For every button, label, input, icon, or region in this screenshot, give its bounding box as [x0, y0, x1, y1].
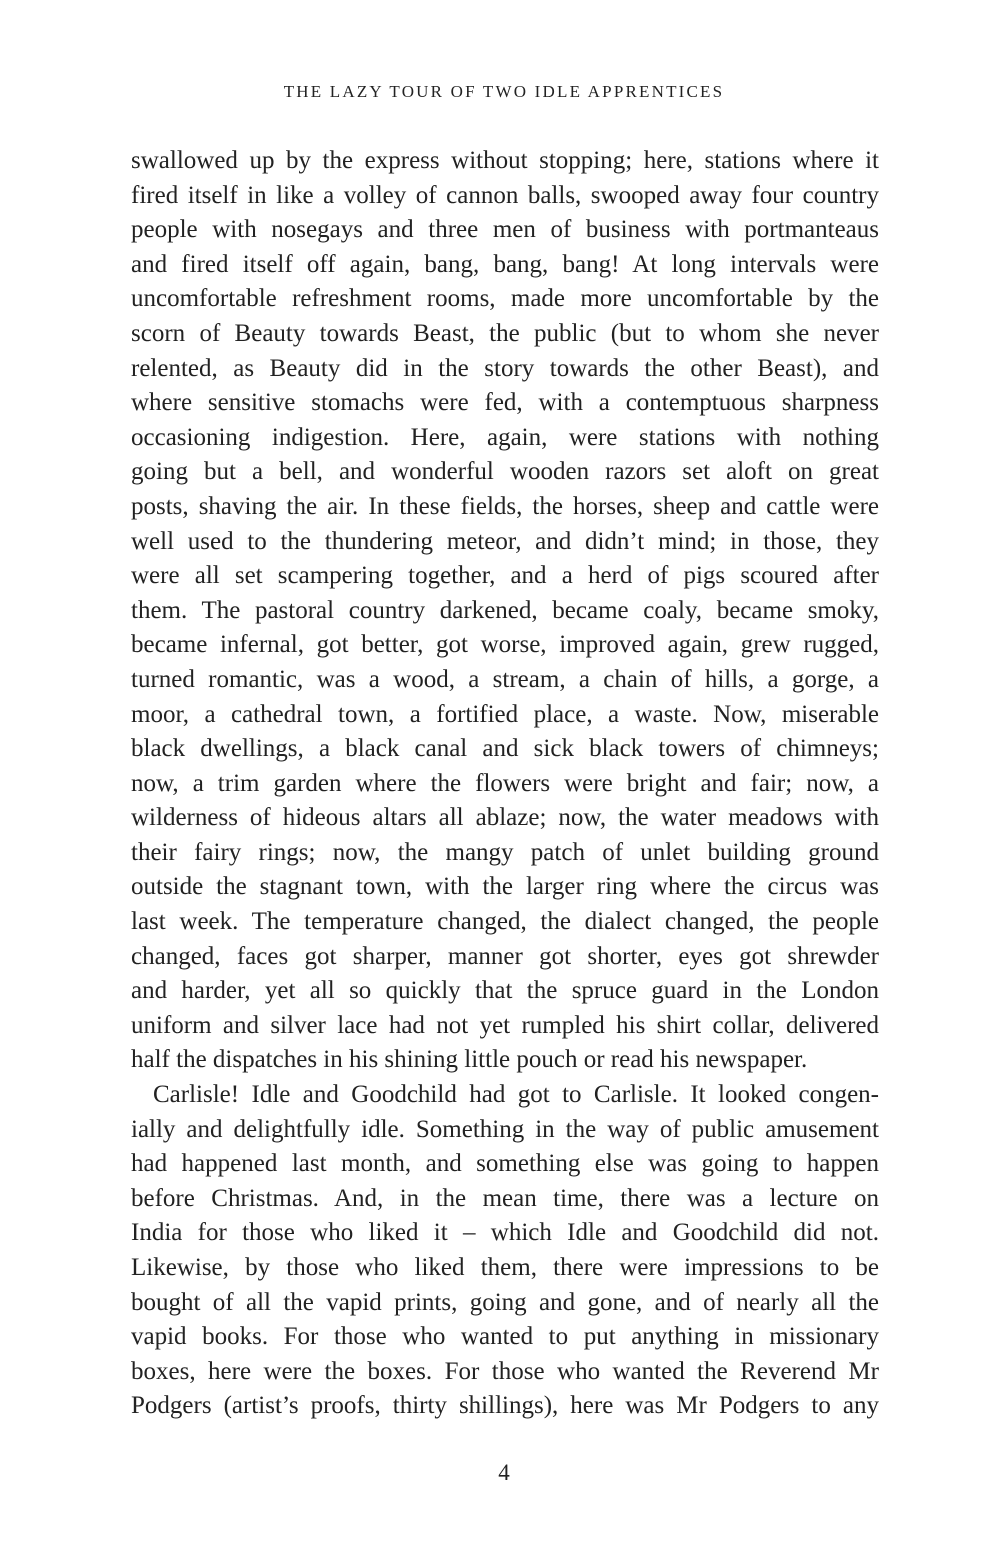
text-line: scorn of Beauty towards Beast, the public (but to whom she never — [131, 319, 879, 347]
text-line: changed, faces got sharper, manner got shorter, eyes got shrewder — [131, 942, 879, 970]
text-line: their fairy rings; now, the mangy patch of unlet building ground — [131, 838, 879, 866]
paragraph-1 — [131, 144, 879, 1078]
page-number: 4 — [498, 1460, 510, 1485]
text-line: and fired itself off again, bang, bang, bang! At long intervals were — [131, 250, 879, 278]
text-line: turned romantic, was a wood, a stream, a chain of hills, a gorge, a — [131, 665, 879, 693]
text-line: had happened last month, and something else was going to happen — [131, 1150, 879, 1178]
text-line: moor, a cathedral town, a fortified place, a waste. Now, miserable — [131, 700, 879, 728]
text-line: relented, as Beauty did in the story towards the other Beast), and — [131, 354, 879, 382]
text-line: now, a trim garden where the flowers were bright and fair; now, a — [131, 769, 879, 797]
text-line: Podgers (artist’s proofs, thirty shillings), here was Mr Podgers to any — [131, 1392, 879, 1420]
text-line: ially and delightfully idle. Something in the way of public amusement — [131, 1115, 879, 1143]
text-line: before Christmas. And, in the mean time, there was a lecture on — [131, 1184, 879, 1212]
text-line: and harder, yet all so quickly that the spruce guard in the London — [131, 977, 879, 1005]
text-line: boxes, here were the boxes. For those who wanted the Reverend Mr — [131, 1357, 879, 1385]
text-line: Likewise, by those who liked them, there were impressions to be — [131, 1254, 879, 1281]
text-line: were all set scampering together, and a herd of pigs scoured after — [131, 562, 879, 590]
text-line: India for those who liked it – which Idle and Goodchild did not. — [131, 1219, 879, 1247]
text-line: them. The pastoral country darkened, became coaly, became smoky, — [131, 596, 879, 624]
text-line: where sensitive stomachs were fed, with a contemptuous sharpness — [131, 389, 879, 417]
text-line: half the dispatches in his shining little pouch or read his newspaper. — [131, 1046, 808, 1074]
text-line: black dwellings, a black canal and sick black towers of chimneys; — [131, 735, 879, 763]
text-line: people with nosegays and three men of business with portmanteaus — [131, 216, 879, 244]
text-line: bought of all the vapid prints, going and gone, and of nearly all the — [131, 1288, 879, 1316]
text-line: occasioning indigestion. Here, again, were stations with nothing — [131, 423, 879, 451]
text-line: Carlisle! Idle and Goodchild had got to Carlisle. It looked congen- — [153, 1081, 879, 1109]
text-line: last week. The temperature changed, the dialect changed, the people — [131, 908, 879, 936]
text-line: uniform and silver lace had not yet rumpled his shirt collar, delivered — [131, 1011, 879, 1039]
text-line: vapid books. For those who wanted to put anything in missionary — [131, 1323, 879, 1351]
text-line: swallowed up by the express without stopping; here, stations where it — [131, 147, 879, 174]
text-line: well used to the thundering meteor, and didn’t mind; in those, they — [131, 527, 879, 555]
body-text — [131, 144, 879, 1424]
text-line: fired itself in like a volley of cannon balls, swooped away four country — [131, 181, 879, 209]
text-line: posts, shaving the air. In these fields, the horses, sheep and cattle were — [131, 492, 879, 520]
paragraph-2 — [131, 1078, 879, 1424]
text-line: became infernal, got better, got worse, improved again, grew rugged, — [131, 631, 879, 659]
text-line: outside the stagnant town, with the larger ring where the circus was — [131, 873, 879, 901]
text-line: wilderness of hideous altars all ablaze; now, the water meadows with — [131, 804, 879, 832]
running-head: THE LAZY TOUR OF TWO IDLE APPRENTICES — [283, 82, 725, 101]
text-line: uncomfortable refreshment rooms, made more uncomfortable by the — [131, 285, 879, 313]
text-line: going but a bell, and wonderful wooden razors set aloft on great — [131, 458, 879, 486]
